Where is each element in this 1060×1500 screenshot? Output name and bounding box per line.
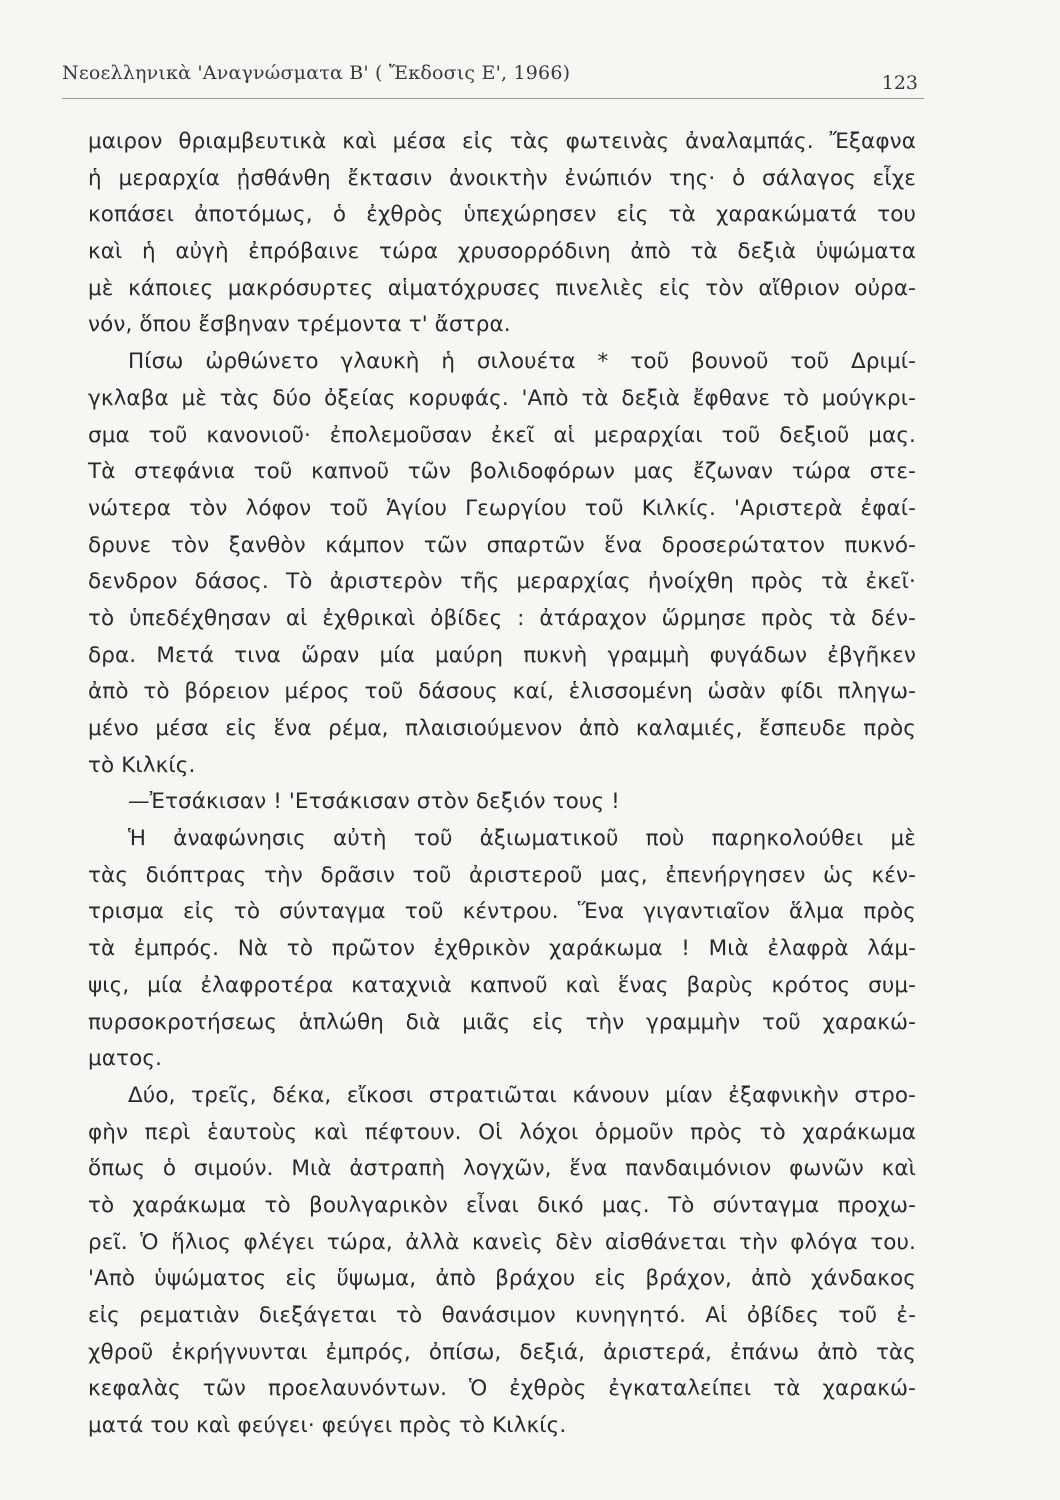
page-number: 123 <box>881 72 918 94</box>
text-line: καὶ ἡ αὐγὴ ἐπρόβαινε τώρα χρυσορρόδινη ἀπὸ τὰ δεξιὰ ὑψώματα <box>88 239 916 265</box>
text-line: μαιρον θριαμβευτικὰ καὶ μέσα εἰς τὰς φωτεινὰς ἀναλαμπάς. Ἔξαφνα <box>88 129 916 154</box>
text-line: Δύο, τρεῖς, δέκα, εἴκοσι στρατιῶται κάνουν μίαν ἐξαφνικὴν στρο- <box>128 1082 916 1108</box>
running-title: Νεοελληνικὰ 'Αναγνώσματα Β' ( Ἔκδοσις Ε', 1966) <box>62 62 571 84</box>
text-line: τὸ χαράκωμα τὸ βουλγαρικὸν εἶναι δικό μας. Τὸ σύνταγμα προχω- <box>88 1192 916 1218</box>
text-line: δρυνε τὸν ξανθὸν κάμπον τῶν σπαρτῶν ἕνα δροσερώτατον πυκνό- <box>88 532 916 558</box>
text-line: ψις, μία ἐλαφροτέρα καταχνιὰ καπνοῦ καὶ ἕνας βαρὺς κρότος συμ- <box>88 972 916 998</box>
text-line: νώτερα τὸν λόφον τοῦ Ἁγίου Γεωργίου τοῦ Κιλκίς. 'Αριστερὰ ἐφαί- <box>88 495 916 521</box>
text-line: τὰς διόπτρας τὴν δρᾶσιν τοῦ ἀριστεροῦ μας, ἐπενήργησεν ὡς κέν- <box>88 862 916 888</box>
text-line: ματος. <box>88 1046 163 1072</box>
text-line: μὲ κάποιες μακρόσυρτες αἱματόχρυσες πινελιὲς εἰς τὸν αἴθριον οὐρα- <box>88 275 916 301</box>
text-line: Ἡ ἀναφώνησις αὐτὴ τοῦ ἀξιωματικοῦ ποὺ παρηκολούθει μὲ <box>128 826 916 852</box>
text-line: σμα τοῦ κανονιοῦ· ἐπολεμοῦσαν ἐκεῖ αἱ μεραρχίαι τοῦ δεξιοῦ μας. <box>88 422 916 448</box>
text-line: ὅπως ὁ σιμούν. Μιὰ ἀστραπὴ λογχῶν, ἕνα πανδαιμόνιον φωνῶν καὶ <box>88 1156 916 1182</box>
text-line: Πίσω ὠρθώνετο γλαυκὴ ἡ σιλουέτα * τοῦ βουνοῦ τοῦ Δριμί- <box>128 349 916 375</box>
text-line: φὴν περὶ ἑαυτοὺς καὶ πέφτουν. Οἱ λόχοι ὁρμοῦν πρὸς τὸ χαράκωμα <box>88 1119 916 1145</box>
body-text <box>88 124 916 1445</box>
text-line: κεφαλὰς τῶν προελαυνόντων. Ὁ ἐχθρὸς ἐγκαταλείπει τὰ χαρακώ- <box>88 1376 916 1402</box>
text-line: κοπάσει ἀποτόμως, ὁ ἐχθρὸς ὑπεχώρησεν εἰς τὰ χαρακώματά του <box>88 202 916 228</box>
text-line: γκλαβα μὲ τὰς δύο ὀξείας κορυφάς. 'Απὸ τὰ δεξιὰ ἔφθανε τὸ μούγκρι- <box>88 385 916 411</box>
text-line: Τὰ στεφάνια τοῦ καπνοῦ τῶν βολιδοφόρων μας ἔζωναν τώρα στε- <box>88 459 916 485</box>
text-line: δενδρον δάσος. Τὸ ἀριστερὸν τῆς μεραρχίας ἠνοίχθη πρὸς τὰ ἐκεῖ· <box>88 569 916 595</box>
text-line: τρισμα εἰς τὸ σύνταγμα τοῦ κέντρου. Ἕνα γιγαντιαῖον ἅλμα πρὸς <box>88 899 916 925</box>
text-line: δρα. Μετά τινα ὥραν μία μαύρη πυκνὴ γραμμὴ φυγάδων ἐβγῆκεν <box>88 642 916 668</box>
text-line: τὸ ὑπεδέχθησαν αἱ ἐχθρικαὶ ὀβίδες : ἀτάραχον ὥρμησε πρὸς τὰ δέν- <box>88 605 916 631</box>
text-line: εἰς ρεματιὰν διεξάγεται τὸ θανάσιμον κυνηγητό. Αἱ ὀβίδες τοῦ ἐ- <box>88 1303 916 1328</box>
text-line: ρεῖ. Ὁ ἥλιος φλέγει τώρα, ἀλλὰ κανεὶς δὲν αἰσθάνεται τὴν φλόγα του. <box>88 1229 916 1255</box>
text-line: ἀπὸ τὸ βόρειον μέρος τοῦ δάσους καί, ἑλισσομένη ὡσὰν φίδι πληγω- <box>88 679 916 705</box>
text-line: τὸ Κιλκίς. <box>88 752 196 778</box>
text-line: χθροῦ ἐκρήγνυνται ἐμπρός, ὀπίσω, δεξιά, ἀριστερά, ἐπάνω ἀπὸ τὰς <box>88 1339 916 1365</box>
text-line: μένο μέσα εἰς ἕνα ρέμα, πλαισιούμενον ἀπὸ καλαμιές, ἔσπευδε πρὸς <box>88 716 916 741</box>
text-line: 'Απὸ ὑψώματος εἰς ὕψωμα, ἀπὸ βράχου εἰς βράχον, ἀπὸ χάνδακος <box>88 1266 916 1292</box>
text-line: τὰ ἐμπρός. Νὰ τὸ πρῶτον ἐχθρικὸν χαράκωμα ! Μιὰ ἐλαφρὰ λάμ- <box>88 936 916 962</box>
text-line: ἡ μεραρχία ᾐσθάνθη ἔκτασιν ἀνοικτὴν ἐνώπιόν της· ὁ σάλαγος εἶχε <box>88 165 916 191</box>
text-line: νόν, ὅπου ἔσβηναν τρέμοντα τ' ἄστρα. <box>88 312 511 338</box>
running-header <box>62 58 924 99</box>
text-line: ματά του καὶ φεύγει· φεύγει πρὸς τὸ Κιλκίς. <box>88 1413 567 1439</box>
text-line: —Ἐτσάκισαν ! 'Ετσάκισαν στὸν δεξιόν τους ! <box>128 789 620 815</box>
text-line: πυρσοκροτήσεως ἁπλώθη διὰ μιᾶς εἰς τὴν γραμμὴν τοῦ χαρακώ- <box>88 1009 916 1035</box>
